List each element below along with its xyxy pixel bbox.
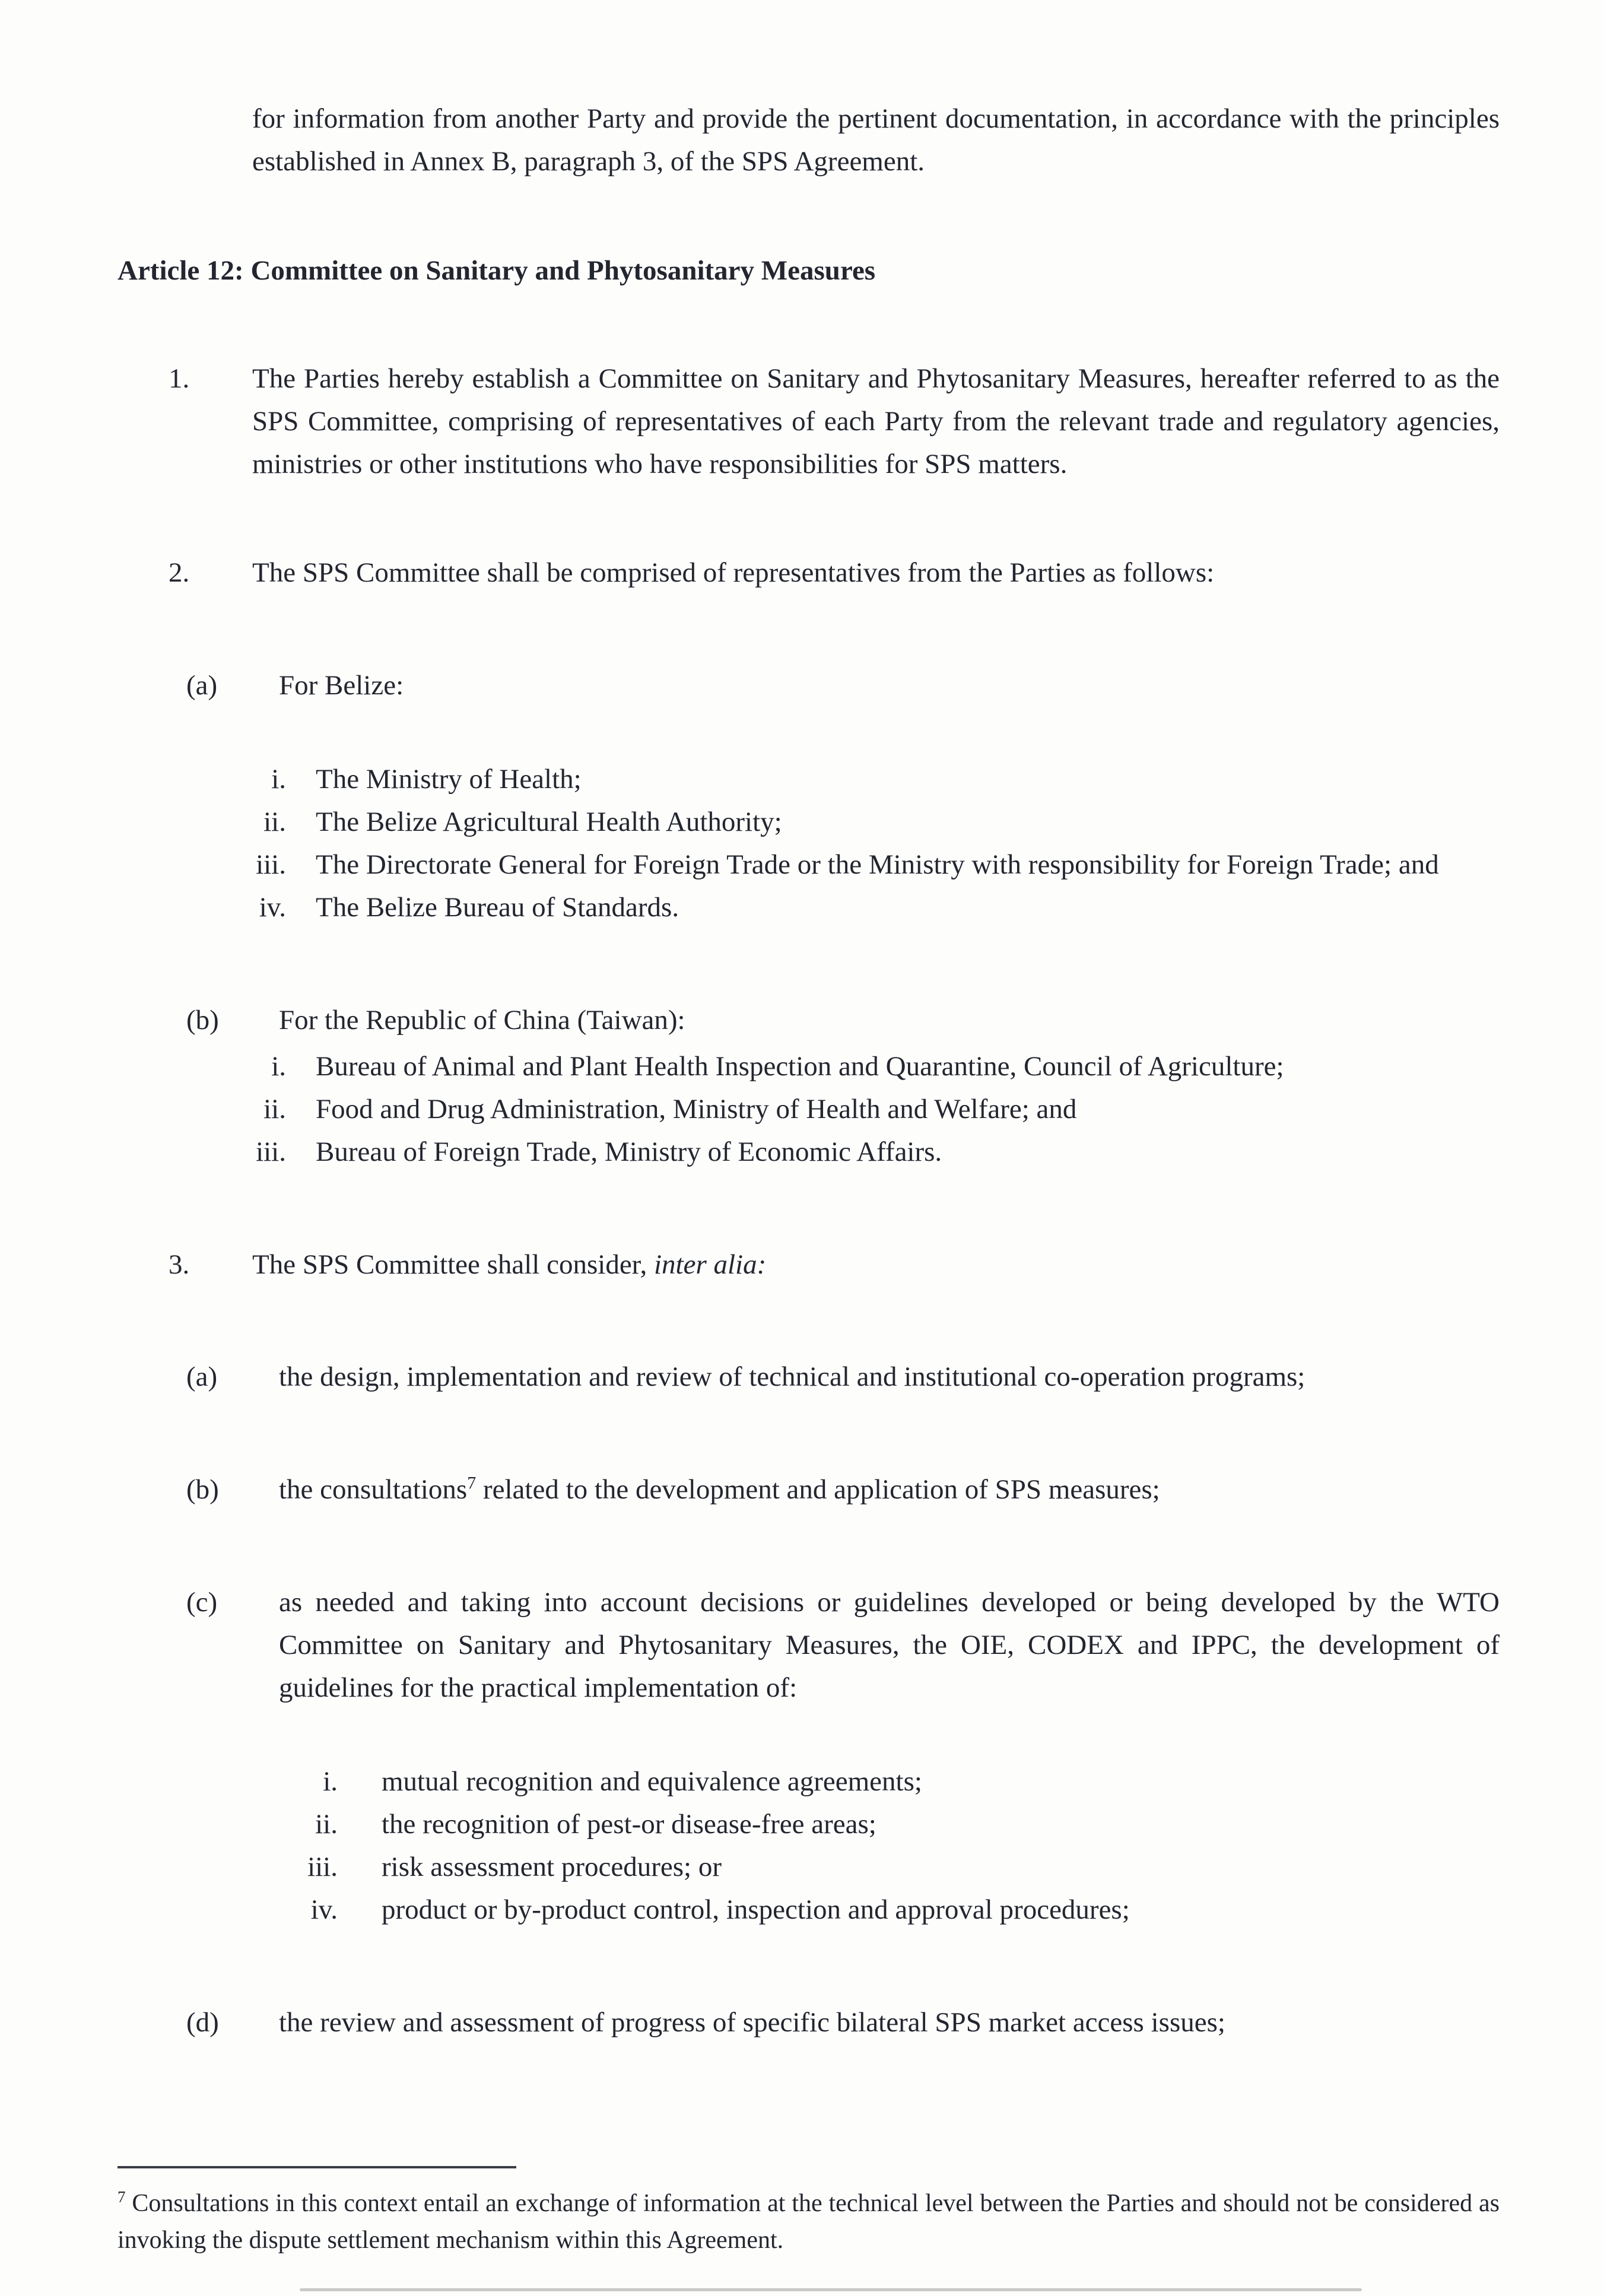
sub-item-text: the review and assessment of progress of specific bilateral SPS market access issues;	[279, 2006, 1225, 2038]
list-item	[117, 844, 1500, 887]
list-item	[117, 1046, 1500, 1088]
sub-item-2b	[117, 999, 1500, 1042]
item-text: The Parties hereby establish a Committee on Sanitary and Phytosanitary Measures, hereafter referred to as the SPS Committee, comprising of representatives of each Party from the relevant trade and regulatory agencies, ministries or other institutions who have responsibilities for SPS matters.	[252, 363, 1500, 479]
item-text-latin-phrase: inter alia:	[653, 1249, 767, 1280]
article-heading: Article 12: Committee on Sanitary and Phytosanitary Measures	[117, 255, 876, 286]
footnote-reference: 7	[467, 1473, 477, 1493]
belize-roman-list	[117, 758, 1500, 929]
list-item	[117, 1088, 1500, 1131]
sub-item-label: (b)	[186, 1474, 219, 1506]
list-item-text: Food and Drug Administration, Ministry of Health and Welfare; and	[316, 1093, 1077, 1125]
list-item	[117, 1761, 1500, 1803]
sub-item-text-after: related to the development and application of SPS measures;	[476, 1474, 1160, 1506]
sub-item-text: the design, implementation and review of technical and institutional co-operation programs;	[279, 1361, 1306, 1393]
sub-item-3b	[117, 1469, 1500, 1511]
sub-item-label: (a)	[186, 670, 218, 701]
list-item-text: product or by-product control, inspection and approval procedures;	[382, 1894, 1130, 1925]
footnote-text: Consultations in this context entail an exchange of information at the technical level between the Parties and should not be considered as invoking the dispute settlement mechanism within this Agreement.	[117, 2190, 1500, 2254]
list-item-text: Bureau of Foreign Trade, Ministry of Economic Affairs.	[316, 1136, 942, 1167]
item-text: The SPS Committee shall be comprised of representatives from the Parties as follows:	[252, 557, 1215, 589]
list-item-text: The Belize Agricultural Health Authority;	[316, 806, 782, 838]
continuation-text: for information from another Party and provide the pertinent documentation, in accordance with the principles established in Annex B, paragraph 3, of the SPS Agreement.	[252, 103, 1500, 177]
continuation-paragraph	[252, 98, 1500, 183]
list-item-text: Bureau of Animal and Plant Health Inspection and Quarantine, Council of Agriculture;	[316, 1050, 1284, 1082]
item-number: 2.	[169, 557, 190, 589]
list-item	[117, 1803, 1500, 1846]
scan-edge-artifact	[300, 2288, 1362, 2291]
sub-item-3c	[117, 1582, 1500, 1710]
sub-item-3d	[117, 2002, 1500, 2044]
roman-numeral: i.	[323, 1765, 338, 1797]
roman-numeral: ii.	[263, 1093, 286, 1125]
implementation-roman-list	[117, 1761, 1500, 1932]
roman-numeral: iv.	[310, 1894, 338, 1925]
roman-numeral: ii.	[315, 1808, 338, 1840]
sub-item-label: (b)	[186, 1004, 219, 1036]
roman-numeral: iv.	[259, 891, 286, 923]
sub-item-text: For the Republic of China (Taiwan):	[279, 1004, 685, 1036]
footnote-separator-rule	[117, 2166, 516, 2168]
footnote-text-block	[117, 2185, 1500, 2259]
roman-numeral: iii.	[307, 1851, 338, 1882]
sub-item-text: For Belize:	[279, 670, 404, 701]
list-item	[117, 1131, 1500, 1174]
list-item	[117, 758, 1500, 801]
sub-item-3a	[117, 1356, 1500, 1399]
list-item-text: the recognition of pest-or disease-free areas;	[382, 1808, 876, 1840]
item-number: 3.	[169, 1249, 190, 1280]
item-text-prefix: The SPS Committee shall consider,	[252, 1249, 654, 1280]
sub-item-text	[279, 1469, 1500, 1511]
list-item-text: The Belize Bureau of Standards.	[316, 891, 679, 923]
sub-item-label: (c)	[186, 1587, 218, 1618]
item-text	[252, 1244, 1500, 1287]
list-item	[117, 1889, 1500, 1932]
footnote	[117, 2166, 1500, 2259]
sub-item-2a	[117, 665, 1500, 707]
sub-item-label: (d)	[186, 2006, 219, 2038]
roman-numeral: ii.	[263, 806, 286, 838]
list-item-text: mutual recognition and equivalence agreements;	[382, 1765, 922, 1797]
numbered-item-2	[117, 552, 1500, 595]
taiwan-roman-list	[117, 1046, 1500, 1174]
numbered-item-3	[117, 1244, 1500, 1287]
roman-numeral: i.	[271, 764, 286, 795]
list-item	[117, 1846, 1500, 1889]
item-number: 1.	[169, 363, 190, 394]
roman-numeral: iii.	[256, 849, 286, 881]
list-item-text: The Ministry of Health;	[316, 764, 582, 795]
list-item-text: risk assessment procedures; or	[382, 1851, 722, 1882]
sub-item-label: (a)	[186, 1361, 218, 1393]
list-item	[117, 887, 1500, 929]
roman-numeral: i.	[271, 1050, 286, 1082]
list-item	[117, 801, 1500, 844]
numbered-item-1	[117, 358, 1500, 486]
footnote-marker: 7	[117, 2188, 126, 2206]
sub-item-text: as needed and taking into account decisions or guidelines developed or being developed by the WTO Committee on Sanitary and Phytosanitary Measures, the OIE, CODEX and IPPC, the development of guidelines for the practical implementation of:	[279, 1587, 1500, 1704]
sub-item-text-before: the consultations	[279, 1474, 468, 1506]
roman-numeral: iii.	[256, 1136, 286, 1167]
list-item-text: The Directorate General for Foreign Trade or the Ministry with responsibility for Foreign Trade; and	[316, 849, 1439, 881]
